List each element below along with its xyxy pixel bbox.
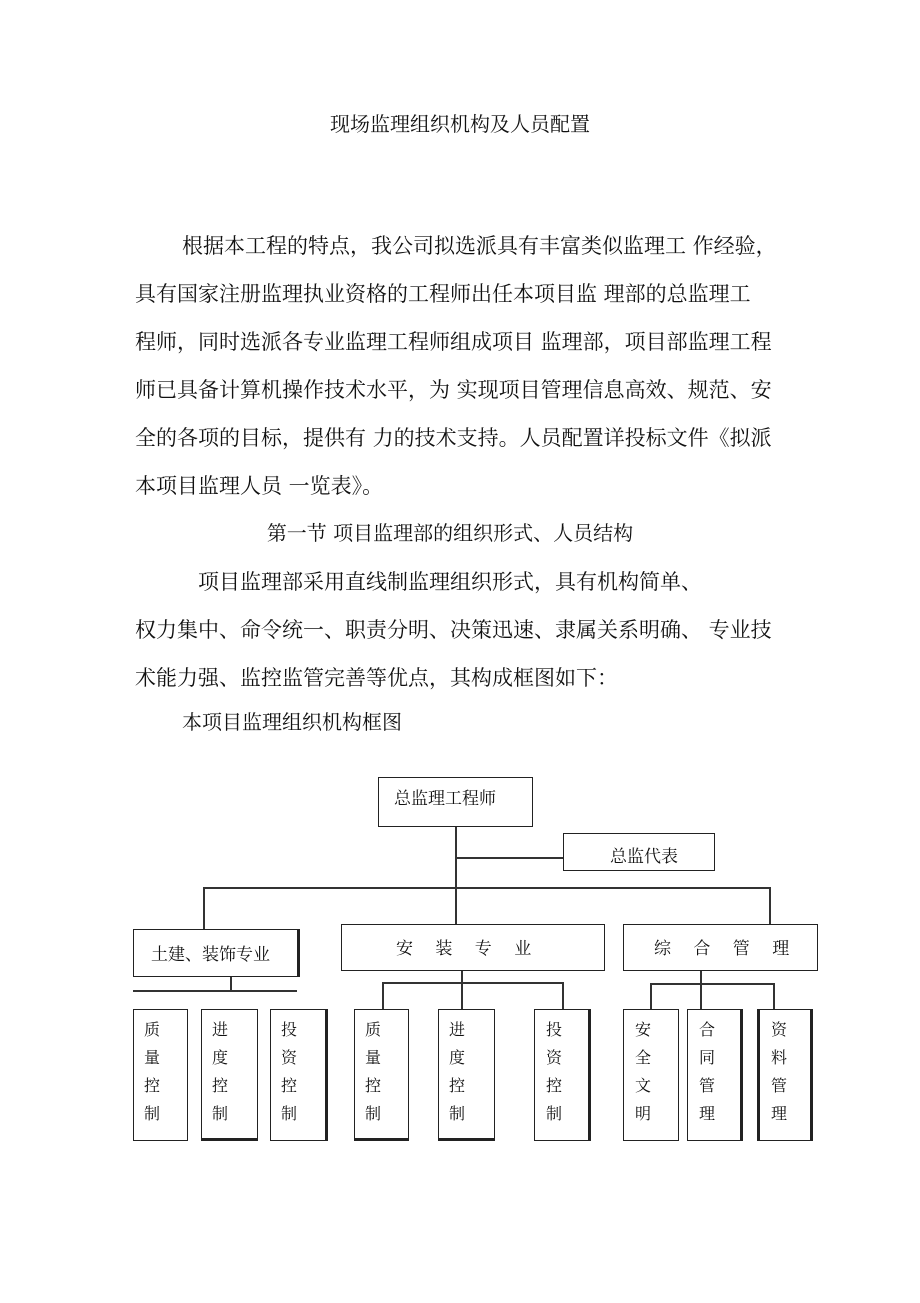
unit-label: 质量控制 xyxy=(364,1020,381,1123)
unit-drop-line xyxy=(562,982,564,1009)
dept-box-install xyxy=(341,924,605,971)
unit-drop-line xyxy=(461,971,463,1009)
unit-stem-line xyxy=(230,977,232,991)
chief-engineer-box xyxy=(378,777,533,827)
deputy-box xyxy=(563,833,715,871)
intro-line: 程师，同时选派各专业监理工程师组成项目 监理部，项目部监理工程 xyxy=(135,330,772,354)
unit-drop-line xyxy=(773,983,775,1009)
unit-label: 合同管理 xyxy=(698,1020,715,1123)
chief-engineer-label: 总监理工程师 xyxy=(394,789,496,809)
unit-bus-line xyxy=(650,983,774,985)
unit-box xyxy=(623,1009,679,1141)
unit-drop-line xyxy=(700,971,702,1009)
unit-label: 质量控制 xyxy=(143,1020,160,1123)
intro-line: 全的各项的目标，提供有 力的技术支持。人员配置详投标文件《拟派 xyxy=(135,426,772,450)
dept-box-general xyxy=(623,924,818,971)
unit-box xyxy=(201,1009,258,1141)
unit-bus-line xyxy=(382,982,563,984)
structure-line: 术能力强、监控监管完善等优点，其构成框图如下： xyxy=(135,666,618,690)
structure-line: 项目监理部采用直线制监理组织形式，具有机构简单、 xyxy=(198,570,702,594)
unit-label: 进度控制 xyxy=(211,1020,228,1123)
page-title: 现场监理组织机构及人员配置 xyxy=(330,112,590,136)
unit-drop-line xyxy=(382,982,384,1009)
unit-label: 资料管理 xyxy=(770,1020,787,1123)
dept-drop-line xyxy=(455,887,457,924)
dept-label: 综 合 管 理 xyxy=(654,939,790,959)
unit-label: 投资控制 xyxy=(280,1020,297,1123)
structure-line: 权力集中、命令统一、职责分明、决策迅速、隶属关系明确、 专业技 xyxy=(135,618,772,642)
deputy-link-line xyxy=(455,857,565,859)
unit-bus-line xyxy=(133,990,297,992)
unit-box xyxy=(687,1009,743,1141)
dept-box-civil xyxy=(133,929,300,977)
dept-bus-line xyxy=(203,887,770,889)
dept-drop-line xyxy=(769,887,771,924)
section-heading: 第一节 项目监理部的组织形式、人员结构 xyxy=(266,521,634,545)
intro-line: 本项目监理人员 一览表》。 xyxy=(135,474,384,498)
unit-label: 进度控制 xyxy=(448,1020,465,1123)
intro-line: 根据本工程的特点，我公司拟选派具有丰富类似监理工 作经验， xyxy=(182,234,777,258)
unit-box xyxy=(133,1009,188,1141)
unit-box xyxy=(438,1009,495,1141)
unit-box xyxy=(270,1009,328,1141)
unit-drop-line xyxy=(650,983,652,1009)
dept-label: 土建、装饰专业 xyxy=(151,945,270,965)
unit-box xyxy=(757,1009,813,1141)
unit-label: 安全文明 xyxy=(634,1020,651,1123)
unit-box xyxy=(354,1009,409,1141)
unit-box xyxy=(534,1009,591,1141)
intro-line: 具有国家注册监理执业资格的工程师出任本项目监 理部的总监理工 xyxy=(135,282,751,306)
chart-caption: 本项目监理组织机构框图 xyxy=(182,710,402,734)
unit-label: 投资控制 xyxy=(545,1020,562,1123)
intro-line: 师已具备计算机操作技术水平，为 实现项目管理信息高效、规范、安 xyxy=(135,378,772,402)
deputy-label: 总监代表 xyxy=(610,847,678,867)
dept-label: 安 装 专 业 xyxy=(396,939,532,959)
dept-drop-line xyxy=(203,887,205,929)
